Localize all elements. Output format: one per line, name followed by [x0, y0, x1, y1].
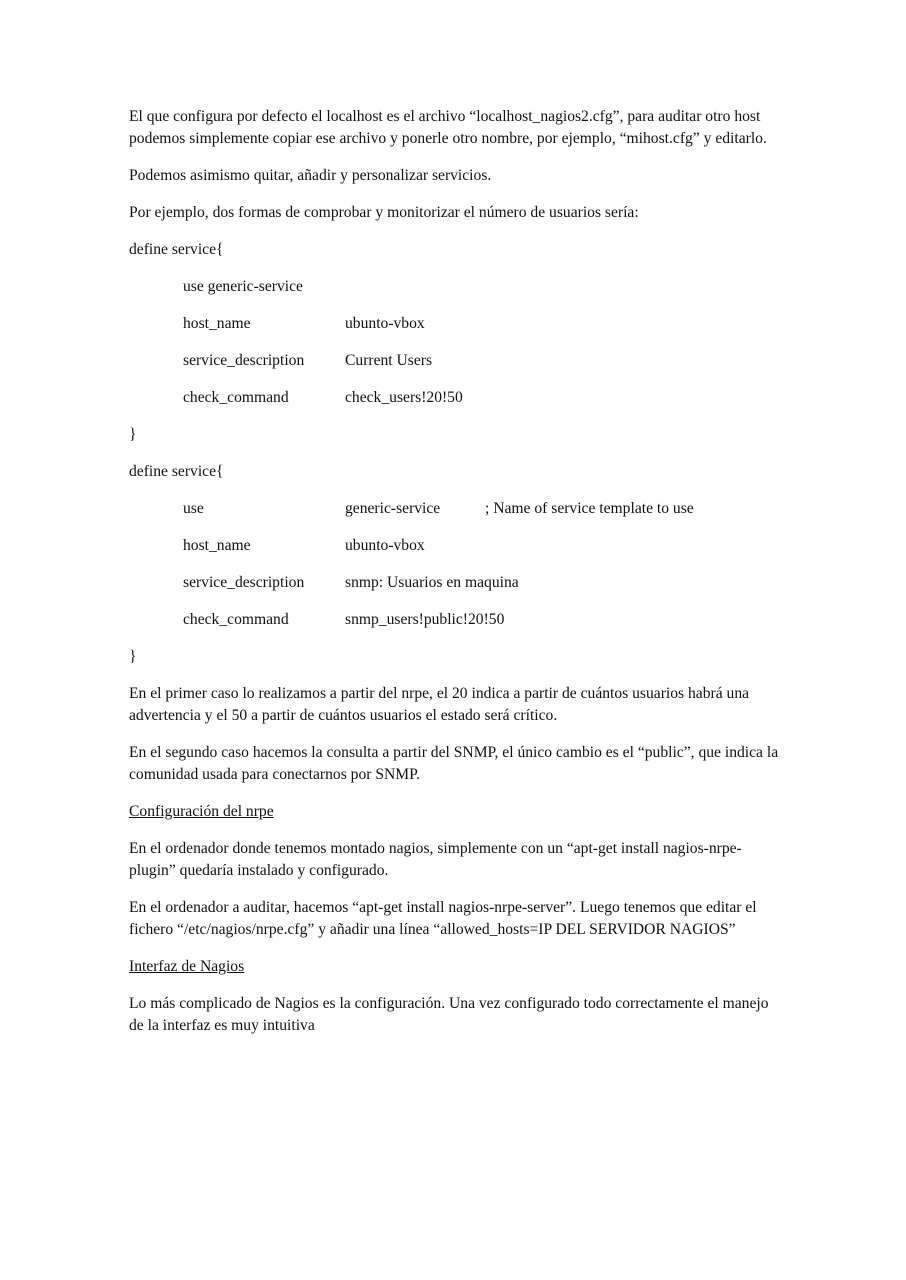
code-row [183, 535, 779, 557]
code-key: check_command [183, 611, 289, 628]
code-define-close: } [129, 648, 137, 665]
code-value: snmp_users!public!20!50 [345, 611, 505, 628]
code-value: check_users!20!50 [345, 389, 463, 406]
code-block-snmp-users [129, 461, 779, 668]
paragraph-example-intro: Por ejemplo, dos formas de comprobar y monitorizar el número de usuarios sería: [129, 204, 639, 221]
paragraph-services: Podemos asimismo quitar, añadir y personalizar servicios. [129, 167, 492, 184]
code-row [183, 350, 779, 372]
code-key: host_name [183, 537, 251, 554]
code-row [183, 609, 779, 631]
code-key: host_name [183, 315, 251, 332]
code-row [183, 276, 779, 298]
paragraph-interface: Lo más complicado de Nagios es la configuración. Una vez configurado todo correctamente el manejo de la interfaz es muy intuitiva [129, 995, 769, 1034]
paragraph-second-case: En el segundo caso hacemos la consulta a partir del SNMP, el único cambio es el “public”, que indica la comunidad usada para conectarnos por SNMP. [129, 744, 779, 783]
paragraph-first-case: En el primer caso lo realizamos a partir del nrpe, el 20 indica a partir de cuántos usuarios habrá una advertencia y el 50 a partir de cuántos usuarios el estado será crítico. [129, 685, 750, 724]
code-use-line: use generic-service [183, 278, 303, 295]
code-row [183, 387, 779, 409]
code-key: use [183, 500, 204, 517]
code-value: ubunto-vbox [345, 315, 425, 332]
section-heading-nagios-interface: Interfaz de Nagios [129, 958, 245, 975]
code-row [183, 572, 779, 594]
code-value: Current Users [345, 352, 433, 369]
code-define-open: define service{ [129, 241, 224, 258]
code-key: service_description [183, 352, 305, 369]
code-comment: ; Name of service template to use [485, 500, 694, 517]
section-heading-nrpe-config: Configuración del nrpe [129, 803, 274, 820]
code-block-current-users [129, 239, 779, 446]
code-value: generic-service [345, 500, 441, 517]
code-define-close: } [129, 426, 137, 443]
code-value: ubunto-vbox [345, 537, 425, 554]
code-value: snmp: Usuarios en maquina [345, 574, 519, 591]
paragraph-localhost-config: El que configura por defecto el localhost es el archivo “localhost_nagios2.cfg”, para auditar otro host podemos simplemente copiar ese archivo y ponerle otro nombre, por ejemplo, “mihost.cfg” y editarlo. [129, 108, 767, 147]
code-define-open: define service{ [129, 463, 224, 480]
code-key: service_description [183, 574, 305, 591]
document-body [129, 106, 779, 1052]
paragraph-nrpe-plugin: En el ordenador donde tenemos montado nagios, simplemente con un “apt-get install nagios-nrpe-plugin” quedaría instalado y configurado. [129, 840, 742, 879]
paragraph-nrpe-server: En el ordenador a auditar, hacemos “apt-get install nagios-nrpe-server”. Luego tenemos que editar el fichero “/etc/nagios/nrpe.cfg” y añadir una línea “allowed_hosts=IP DEL SERVIDOR NAGIOS” [129, 899, 757, 938]
code-key: check_command [183, 389, 289, 406]
code-row [183, 313, 779, 335]
code-row [183, 498, 779, 520]
